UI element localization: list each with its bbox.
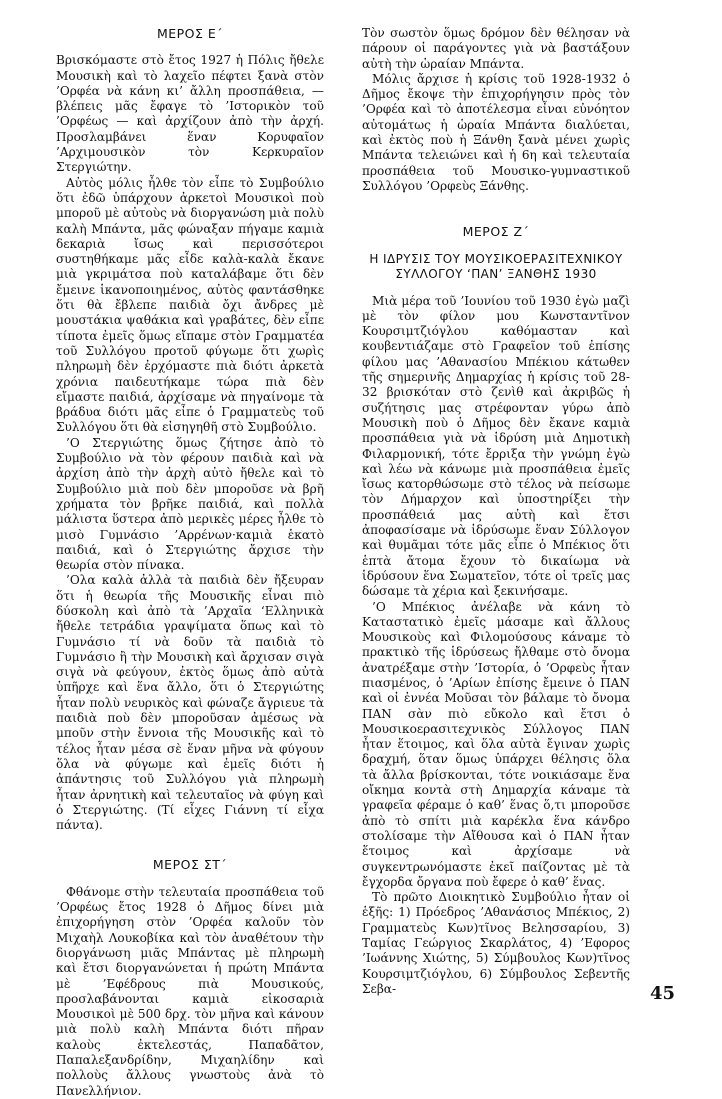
section-z-paragraph: Μιὰ μέρα τοῦ ’Ιουνίου τοῦ 1930 ἐγὼ μαζὶ μὲ τὸν φίλον μου Κωνσταντῖνον Κουρσιμτζιόγλου καθόμασταν καὶ κουβεντιάζαμε στὸ Γραφεῖον τοῦ ἐπίσης φίλου μας ’Αθανασίου Μπέκιου κάτωθεν τῆς σημερινῆς Δημαρχίας ἡ κρίσις τοῦ 28-32 βρισκόταν στὸ ζενὶθ καὶ ἀκριβῶς ἡ συζήτησις μας στρέφονταν γύρω ἀπὸ Μουσικὴ ποὺ ὁ Δῆμος δὲν ἔκανε καμιὰ προσπάθεια γιὰ νὰ ἱδρύση μιὰ Δημοτικὴ Φιλαρμονική, τότε ἔρριξα τὴν γνώμη ἐγὼ καὶ λέω νὰ κάνωμε μιὰ προσπάθεια ἐμεῖς ἴσως κατορθώσωμε στὸ τέλος νὰ πείσωμε τὸν Δήμαρχον καὶ ὑποστηρίξει τὴν προσπάθειά μας αὐτὴ καὶ ἔτσι ἀποφασίσαμε νὰ ἱδρύσωμε ἕναν Σύλλογον καὶ θυμᾶμαι τότε μᾶς εἶπε ὁ Μπέκιος ὅτι ἑπτὰ ἄτομα ἔχουν τὸ δικαίωμα νὰ ἱδρύσουν ἕνα Σωματεῖον, τότε οἱ τρεῖς μας δώσαμε τὰ χέρια καὶ ξεκινήσαμε. [362,293,630,599]
section-z-paragraph: Τὸ πρῶτο Διοικητικὸ Συμβούλιο ἦταν οἱ ἑξῆς: 1) Πρόεδρος ’Αθανάσιος Μπέκιος, 2) Γραμματεὺς Κων)τῖνος Βελησσαρίου, 3) Ταμίας Γεώργιος Σκαρλάτος, 4) ’Εφορος ’Ιωάννης Χιώτης, 5) Σύμβουλος Κων)τῖνος Κουρσιμτζιόγλου, 6) Σύμβουλος Σεβεντῆς Σεβα- [362,890,630,996]
section-e-paragraph: Βρισκόμαστε στὸ ἔτος 1927 ἡ Πόλις ἤθελε Μουσικὴ καὶ τὸ λαχεῖο πέφτει ξανὰ στὸν ’Ορφέα νὰ κάνη κι’ ἄλλη προσπάθεια, — βλέπεις μᾶς ἔφαγε τὸ ’Ιστορικὸν τοῦ ’Ορφέως — καὶ ἀρχίζουν ἀπὸ τὴν ἀρχή. Προσλαμβάνει ἕναν Κορυφαῖον ’Αρχιμουσικὸν τὸν Κερκυραῖον Στεργιώτην. [56,53,324,175]
section-st-heading: ΜΕΡΟΣ ΣΤ΄ [152,857,228,873]
page-number: 45 [650,983,676,1004]
section-z-subtitle [362,252,630,282]
section-z-subtitle-line-1: Η ΙΔΡΥΣΙΣ ΤΟΥ ΜΟΥΣΙΚΟΕΡΑΣΙΤΕΧΝΙΚΟΥ [369,251,623,266]
continuation-paragraph: Μόλις ἄρχισε ἡ κρίσις τοῦ 1928-1932 ὁ Δῆμος ἔκοψε τὴν ἐπιχορήγησιν πρὸς τὸν ’Ορφέα καὶ τὸ ἀποτέλεσμα εἶναι εὐνόητον αὐτομάτως ἡ ὡραία Μπάντα διαλύεται, καὶ ἐκτὸς ποὺ ἡ Ξάνθη ξανὰ μένει χωρὶς Μπάντα τελειώνει καὶ ἡ 6η καὶ τελευταία προσπάθεια τοῦ Μουσικο-γυμναστικοῦ Συλλόγου ’Ορφεὺς Ξάνθης. [362,71,630,193]
section-st-paragraph: Φθάνομε στὴν τελευταία προσπάθεια τοῦ ’Ορφέως ἔτος 1928 ὁ Δῆμος δίνει μιὰ ἐπιχορήγηση στὸν ’Ορφέα καλοῦν τὸν Μιχαὴλ Λουκοβίκα καὶ τὸν ἀναθέτουν τὴν διοργάνωση μιᾶς Μπάντας μὲ πληρωμὴ καὶ ἔτσι διοργανώνεται ἡ πρώτη Μπάντα μὲ ’Εφέδρους πιὰ Μουσικούς, προσλαβάνονται καμιὰ εἰκοσαριὰ Μουσικοὶ μὲ 500 δρχ. τὸν μῆνα καὶ κάνουν μιὰ πολὺ καλὴ Μπάντα διότι πῆραν καλοὺς ἐκτελεστάς, Παπαδᾶτον, Παπαλεξανδρίδην, Μιχαηλίδην καὶ πολλοὺς ἄλλους γνωστοὺς ἀνὰ τὸ Πανελλήνιον. [56,884,324,1098]
left-column [56,26,324,1099]
section-e-paragraph: ’Ολα καλὰ ἀλλὰ τὰ παιδιὰ δὲν ἤξευραν ὅτι ἡ θεωρία τῆς Μουσικῆς εἶναι πιὸ δύσκολη καὶ ἀπὸ τὰ ’Αρχαῖα ‘Ελληνικὰ ἤθελε τετράδια γραψίματα ὅπως καὶ τὸ Γυμνάσιο τί νὰ δοῦν τὰ παιδιὰ τὸ Γυμνάσιο ἢ τὴν Μουσικὴ καὶ ἄρχισαν σιγὰ σιγὰ νὰ φεύγουν, ἐκτὸς ὅμως ἀπὸ αὐτὰ ὑπῆρχε καὶ ἕνα ἄλλο, ὅτι ὁ Στεργιώτης ἦταν πολὺ νευρικὸς καὶ φώναζε ἄγριευε τὰ παιδιὰ ποὺ δὲν μποροῦσαν ἀμέσως νὰ μποῦν στὴν ἔννοια τῆς Μουσικῆς καὶ τὸ τέλος ἦταν μέσα σὲ ἕναν μῆνα νὰ φύγουν ὅλα νὰ φύγωμε καὶ ἐμεῖς διότι ἡ ἀπάντησις τοῦ Συλλόγου γιὰ πληρωμὴ ἦταν ἀρνητικὴ καὶ τελευταῖος νὰ φύγη καὶ ὁ Στεργιώτης. (Τί εἶχες Γιάννη τί εἶχα πάντα). [56,573,324,833]
section-z-paragraph: ’Ο Μπέκιος ἀνέλαβε νὰ κάνη τὸ Καταστατικὸ ἐμεῖς μάσαμε καὶ ἄλλους Μουσικοὺς καὶ Φιλομούσους κάναμε τὸ πρακτικὸ τῆς ἱδρύσεως ἤλθαμε στὸ ὄνομα ἀνατρέξαμε στὴν ’Ιστορία, ὁ ’Ορφεὺς ἦταν πιασμένος, ὁ ’Αρίων ἐπίσης ἔμεινε ὁ ΠΑΝ καὶ οἱ ἐννέα Μοῦσαι τὸν βάλαμε τὸ ὄνομα ΠΑΝ σὰν πιὸ εὔκολο καὶ ἔτσι ὁ Μουσικοερασιτεχνικὸς Σύλλογος ΠΑΝ ἦταν ἕτοιμος, καὶ ὅλα αὐτὰ ἔγιναν χωρὶς δραχμή, ὅταν ὅμως ὑπάρχει θέλησις ὅλα τὰ ἄλλα βρίσκονται, τότε νοικιάσαμε ἕνα οἴκημα κοντὰ στὴ Δημαρχία κάναμε τὰ γραφεῖα φέραμε ὁ καθ’ ἕνας ὅ,τι μποροῦσε ἀπὸ τὸ σπίτι μιὰ καρέκλα ἕνα κάνδρο στολίσαμε τὴν Αἴθουσα καὶ ὁ ΠΑΝ ἦταν ἕτοιμος καὶ ἀρχίσαμε νὰ συγκεντρωνόμαστε ἐκεῖ παίζοντας μὲ τὰ ἔγχορδα ὄργανα ποὺ ἔφερε ὁ καθ’ ἕνας. [362,599,630,889]
section-e-paragraph: ’Ο Στεργιώτης ὅμως ζήτησε ἀπὸ τὸ Συμβούλιο νὰ τὸν φέρουν παιδιὰ καὶ νὰ ἀρχίση ἀπὸ τὴν ἀρχὴ αὐτὸ ἤθελε καὶ τὸ Συμβούλιο μιὰ ποὺ δὲν μποροῦσε νὰ βρῆ χρήματα τὸν βρῆκε παιδιά, καὶ πολλὰ μάλιστα ὕστερα ἀπὸ μερικὲς μέρες ἦλθε τὸ μισὸ Γυμνάσιο ’Αρρένων·καμιὰ ἑκατὸ παιδιά, καὶ ὁ Στεργιώτης ἄρχισε τὴν θεωρία στὸν πίνακα. [56,435,324,573]
section-z-heading: ΜΕΡΟΣ Ζ΄ [462,224,530,240]
right-column [362,26,630,997]
section-e-heading: ΜΕΡΟΣ Ε΄ [156,26,224,41]
section-e-paragraph: Αὐτὸς μόλις ἦλθε τὸν εἶπε τὸ Συμβούλιο ὅτι ἐδῶ ὑπάρχουν ἀρκετοὶ Μουσικοὶ ποὺ μποροῦ μὲ αὐτοὺς νὰ διοργανώση μιὰ πολὺ καλὴ Μπάντα, μᾶς φώναξαν πήγαμε καμιὰ δεκαριὰ ἴσως καὶ περισσότεροι συστηθήκαμε μᾶς εἶδε καλὰ-καλὰ ἔκανε μιὰ γκριμάτσα ποὺ καταλάβαμε ὅτι δὲν ἔμεινε ἱκανοποιημένος, αὐτὸς φαντάσθηκε ὅτι θὰ ἔβλεπε παιδιὰ ὄχι ἄνδρες μὲ μουστάκια ψαθάκια καὶ γραβάτες, δὲν εἶπε τίποτα ἐμεῖς ὅμως εἴπαμε στὸν Γραμματέα τοῦ Συλλόγου προτοῦ φύγωμε ὅτι χωρὶς πληρωμὴ δὲν ἐρχόμαστε πιὰ διότι ἀρκετὰ χρόνια παιδευτήκαμε τώρα πιὰ δὲν εἴμαστε παιδιά, ἀρχίσαμε νὰ πηγαίνομε τὰ βράδυα διότι μᾶς εἶπε ὁ Γραμματεὺς τοῦ Συλλόγου ὅτι θὰ εἰσηγηθῆ στὸ Συμβούλιο. [56,175,324,435]
section-z-subtitle-line-2: ΣΥΛΛΟΓΟΥ ‘ΠΑΝ’ ΞΑΝΘΗΣ 1930 [395,266,597,281]
continuation-paragraph: Τὸν σωστὸν ὅμως δρόμον δὲν θέλησαν νὰ πάρουν οἱ παράγοντες γιὰ νὰ βαστάξουν αὐτὴ τὴν ὡραίαν Μπάντα. [362,26,630,71]
